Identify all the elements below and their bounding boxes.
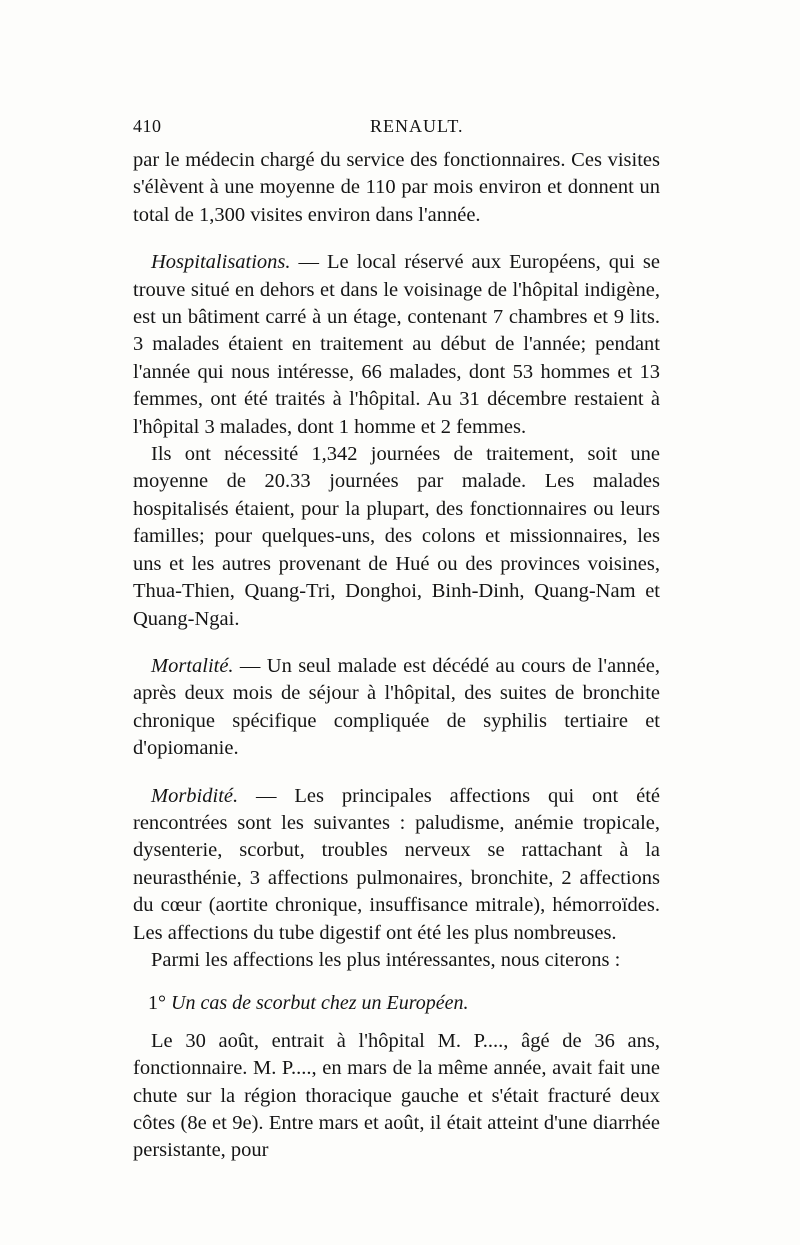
body-text (133, 147, 660, 1165)
section-title-hospitalisations: Hospitalisations. (151, 251, 291, 274)
page-number: 410 (133, 116, 162, 136)
running-head: RENAULT. (370, 116, 464, 136)
paragraph-journees: Ils ont nécessité 1,342 journées de traitement, soit une moyenne de 20.33 journées par malade. Les malades hospitalisés étaient, pour la plupart, des fonctionnaires ou leurs familles; pour quelques-uns, des colons et missionnaires, les uns et les autres provenant de Hué ou des provinces voisines, Thua-Thien, Quang-Tri, Donghoi, Binh-Dinh, Quang-Nam et Quang-Ngai. (133, 443, 660, 630)
paragraph-hospitalisations-text: — Le local réservé aux Européens, qui se trouve situé en dehors et dans le voisinage de l'hôpital indigène, est un bâtiment carré à un étage, contenant 7 chambres et 9 lits. 3 malades étaient en traitement au début de l'année; pendant l'année qui nous intéresse, 66 malades, dont 53 hommes et 13 femmes, ont été traités à l'hôpital. Au 31 décembre restaient à l'hôpital 3 malades, dont 1 homme et 2 femmes. (133, 251, 660, 438)
section-title-morbidite: Morbidité. (151, 784, 239, 807)
paragraph-visits: par le médecin chargé du service des fonctionnaires. Ces visites s'élèvent à une moyenne de 110 par mois environ et donnent un total de 1,300 visites environ dans l'année. (133, 149, 660, 226)
paragraph-mortalite (133, 653, 660, 763)
subsection-title: Un cas de scorbut chez un Européen. (171, 992, 469, 1015)
paragraph-hospitalisations (133, 249, 660, 441)
paragraph-morbidite-text: — Les principales affections qui ont été rencontrées sont les suivantes : paludisme, anémie tropicale, dysenterie, scorbut, troubles nerveux se rattachant à la neurasthénie, 3 affections pulmonaires, bronchite, 2 affections du cœur (aortite chronique, insuffisance mitrale), hémorroïdes. Les affections du tube digestif ont été les plus nombreuses. (133, 784, 660, 944)
paragraph-morbidite (133, 783, 660, 947)
section-title-mortalite: Mortalité. (151, 654, 234, 677)
subsection-number: 1° (148, 992, 166, 1015)
paragraph-citerons: Parmi les affections les plus intéressantes, nous citerons : (151, 948, 621, 971)
paragraph-mortalite-text: — Un seul malade est décédé au cours de l'année, après deux mois de séjour à l'hôpital, des suites de bronchite chronique spécifique compliquée de syphilis tertiaire et d'opiomanie. (133, 654, 660, 760)
page-header (133, 116, 660, 140)
subsection-heading (133, 990, 660, 1017)
paragraph-case: Le 30 août, entrait à l'hôpital M. P...., âgé de 36 ans, fonctionnaire. M. P...., en mars de la même année, avait fait une chute sur la région thoracique gauche et s'était fracturé deux côtes (8e et 9e). Entre mars et août, il était atteint d'une diarrhée persistante, pour (133, 1029, 660, 1162)
